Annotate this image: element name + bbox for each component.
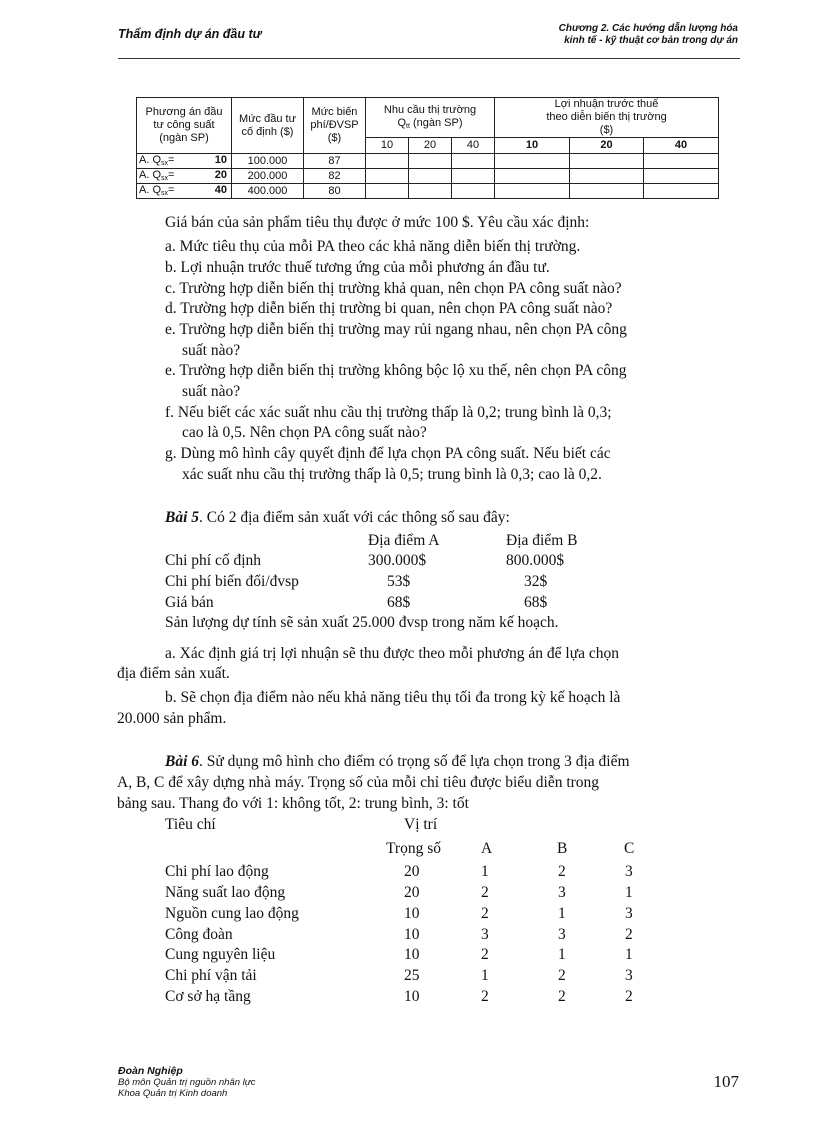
bai6-row-a: 2 xyxy=(481,905,489,922)
bai4-question-a: a. Mức tiêu thụ của mỗi PA theo các khả năng diễn biến thị trường. xyxy=(165,238,581,255)
bai4-question-f-line2: cao là 0,5. Nên chọn PA công suất nào? xyxy=(182,424,427,441)
bai6-row-weight: 20 xyxy=(404,863,420,880)
bai6-row-b: 2 xyxy=(558,988,566,1005)
bai6-row-name: Năng suất lao động xyxy=(165,884,286,901)
empty-cell xyxy=(409,154,452,169)
variable-cost-value: 87 xyxy=(304,154,366,169)
empty-cell xyxy=(644,169,719,184)
profit-level: 10 xyxy=(495,138,570,154)
empty-cell xyxy=(570,154,644,169)
bai5-row-label: Giá bán xyxy=(165,594,214,611)
bai4-question-e1-line2: suất nào? xyxy=(182,342,241,359)
bai5-col-a: Địa điểm A xyxy=(368,532,440,549)
bai4-question-e2-line2: suất nào? xyxy=(182,383,241,400)
col-header-demand-title: Nhu cầu thị trường xyxy=(383,104,477,116)
bai6-line2: A, B, C để xây dựng nhà máy. Trọng số của mỗi chỉ tiêu được biểu diễn trong xyxy=(117,774,600,791)
bai6-row-name: Cơ sở hạ tầng xyxy=(165,988,251,1005)
bai6-row-a: 3 xyxy=(481,926,489,943)
bai6-row-b: 2 xyxy=(558,967,566,984)
bai5-row-a: 68$ xyxy=(387,594,411,611)
investment-options-table xyxy=(136,97,719,199)
bai6-row-weight: 20 xyxy=(404,884,420,901)
option-label: A. $Q_{sx}=$ 20 xyxy=(137,169,232,184)
page-number: 107 xyxy=(713,1072,739,1091)
bai5-table xyxy=(0,531,816,621)
empty-cell xyxy=(495,169,570,184)
demand-level: 40 xyxy=(452,138,495,154)
bai6-row-b: 2 xyxy=(558,863,566,880)
bai6-line3: bảng sau. Thang đo với 1: không tốt, 2: trung bình, 3: tốt xyxy=(117,795,469,812)
bai6-row-c: 2 xyxy=(625,926,633,943)
bai4-question-e2-line1: e. Trường hợp diễn biến thị trường không bộc lộ xu thế, nên chọn PA công xyxy=(165,362,627,379)
empty-cell xyxy=(495,154,570,169)
bai6-header-position: Vị trí xyxy=(404,816,438,833)
empty-cell xyxy=(570,169,644,184)
bai6-row-c: 2 xyxy=(625,988,633,1005)
empty-cell xyxy=(366,184,409,199)
empty-cell xyxy=(452,184,495,199)
bai5-heading xyxy=(165,508,510,529)
bai5-title: Bài 5 xyxy=(165,509,200,526)
bai6-row-weight: 10 xyxy=(404,946,420,963)
bai5-question-a-line2: địa điểm sản xuất. xyxy=(117,665,230,682)
col-header-demand-q: Q xyxy=(397,117,407,129)
footer-author-block xyxy=(118,1066,256,1099)
col-header-option: Phương án đầu tư công suất (ngàn SP) xyxy=(137,98,232,154)
table-row xyxy=(137,169,719,184)
footer-faculty: Khoa Quản trị Kinh doanh xyxy=(118,1088,228,1099)
bai4-question-b: b. Lợi nhuận trước thuế tương ứng của mỗi phương án đầu tư. xyxy=(165,259,550,276)
bai6-row-name: Cung nguyên liệu xyxy=(165,946,276,963)
empty-cell xyxy=(644,154,719,169)
bai6-row-c: 3 xyxy=(625,905,633,922)
option-label: A. $Q_{sx}=$ 40 xyxy=(137,184,232,199)
bai5-col-b: Địa điểm B xyxy=(506,532,578,549)
col-header-demand-unit: (ngàn SP) xyxy=(409,117,463,129)
bai6-header-c: C xyxy=(624,840,635,857)
bai4-question-f-line1: f. Nếu biết các xác suất nhu cầu thị trường thấp là 0,2; trung bình là 0,3; xyxy=(165,404,612,421)
bai6-row-b: 3 xyxy=(558,926,566,943)
bai5-row-b: 32$ xyxy=(524,573,548,590)
profit-level: 20 xyxy=(570,138,644,154)
bai6-row-a: 2 xyxy=(481,988,489,1005)
bai6-row-weight: 10 xyxy=(404,926,420,943)
empty-cell xyxy=(452,169,495,184)
demand-level: 10 xyxy=(366,138,409,154)
bai6-row-weight: 25 xyxy=(404,967,420,984)
bai6-row-weight: 10 xyxy=(404,905,420,922)
bai5-row-a: 53$ xyxy=(387,573,411,590)
running-header-right-line1: Chương 2. Các hướng dẫn lượng hóa xyxy=(558,23,738,34)
bai6-row-name: Chi phí lao động xyxy=(165,863,269,880)
bai4-question-d: d. Trường hợp diễn biến thị trường bi quan, nên chọn PA công suất nào? xyxy=(165,300,613,317)
table-row xyxy=(137,184,719,199)
bai6-row-weight: 10 xyxy=(404,988,420,1005)
running-header-right-line2: kinh tế - kỹ thuật cơ bản trong dự án xyxy=(564,35,738,46)
bai5-row-label: Chi phí cố định xyxy=(165,552,262,569)
bai6-row-a: 1 xyxy=(481,967,489,984)
bai6-row-name: Chi phí vận tải xyxy=(165,967,257,984)
bai6-header-a: A xyxy=(481,840,493,857)
bai4-question-g-line1: g. Dùng mô hình cây quyết định để lựa chọn PA công suất. Nếu biết các xyxy=(165,445,611,462)
empty-cell xyxy=(366,154,409,169)
bai6-row-a: 1 xyxy=(481,863,489,880)
bai6-row-c: 1 xyxy=(625,946,633,963)
bai6-row-c: 3 xyxy=(625,863,633,880)
bai6-row-a: 2 xyxy=(481,946,489,963)
profit-level: 40 xyxy=(644,138,719,154)
bai6-row-b: 1 xyxy=(558,946,566,963)
bai5-intro: . Có 2 địa điểm sản xuất với các thông số sau đây: xyxy=(199,509,510,526)
bai5-question-a-line1: a. Xác định giá trị lợi nhuận sẽ thu được theo mỗi phương án để lựa chọn xyxy=(165,645,619,662)
bai5-question-b-line1: b. Sẽ chọn địa điểm nào nếu khả năng tiêu thụ tối đa trong kỳ kế hoạch là xyxy=(165,689,621,706)
bai5-note: Sản lượng dự tính sẽ sản xuất 25.000 đvsp trong năm kế hoạch. xyxy=(165,614,559,631)
bai6-row-c: 3 xyxy=(625,967,633,984)
empty-cell xyxy=(452,154,495,169)
bai5-row-a: 300.000$ xyxy=(368,552,427,569)
bai5-row-b: 800.000$ xyxy=(506,552,565,569)
investment-value: 400.000 xyxy=(232,184,304,199)
bai6-row-b: 1 xyxy=(558,905,566,922)
table-row xyxy=(137,154,719,169)
bai6-row-a: 2 xyxy=(481,884,489,901)
bai6-heading xyxy=(165,752,630,773)
bai5-row-label: Chi phí biến đổi/đvsp xyxy=(165,573,299,590)
bai6-line1: . Sử dụng mô hình cho điểm có trọng số để lựa chọn trong 3 địa điểm xyxy=(199,753,630,770)
bai6-table xyxy=(0,815,816,1015)
bai6-row-name: Công đoàn xyxy=(165,926,233,943)
bai6-row-c: 1 xyxy=(625,884,633,901)
option-label: A. $Q_{sx}=$ 10 xyxy=(137,154,232,169)
bai5-question-b-line2: 20.000 sản phẩm. xyxy=(117,710,227,727)
bai6-header-criteria: Tiêu chí xyxy=(165,816,216,833)
footer-department: Bộ môn Quản trị nguồn nhân lực xyxy=(118,1077,256,1088)
col-header-investment: Mức đầu tư cố định ($) xyxy=(232,98,304,154)
empty-cell xyxy=(495,184,570,199)
running-header-left: Thẩm định dự án đầu tư xyxy=(118,27,262,41)
bai6-row-b: 3 xyxy=(558,884,566,901)
empty-cell xyxy=(644,184,719,199)
bai6-row-name: Nguồn cung lao động xyxy=(165,905,299,922)
col-header-variable-cost: Mức biến phí/ĐVSP ($) xyxy=(304,98,366,154)
col-header-demand xyxy=(366,98,495,138)
empty-cell xyxy=(409,184,452,199)
bai6-header-b: B xyxy=(557,840,568,857)
running-header-right xyxy=(559,23,738,47)
bai4-question-e1-line1: e. Trường hợp diễn biến thị trường may rủi ngang nhau, nên chọn PA công xyxy=(165,321,627,338)
col-header-profit: Lợi nhuận trước thuế theo diễn biến thị trường ($) xyxy=(495,98,719,138)
bai6-header-weight: Trọng số xyxy=(386,840,441,857)
empty-cell xyxy=(570,184,644,199)
empty-cell xyxy=(409,169,452,184)
bai4-intro: Giá bán của sản phẩm tiêu thụ được ở mức 100 $. Yêu cầu xác định: xyxy=(165,214,590,231)
variable-cost-value: 80 xyxy=(304,184,366,199)
investment-value: 200.000 xyxy=(232,169,304,184)
header-rule xyxy=(118,58,740,59)
variable-cost-value: 82 xyxy=(304,169,366,184)
bai4-question-c: c. Trường hợp diễn biến thị trường khả quan, nên chọn PA công suất nào? xyxy=(165,280,622,297)
bai5-row-b: 68$ xyxy=(524,594,548,611)
bai6-title: Bài 6 xyxy=(165,753,200,770)
col-header-demand-subscript: tt xyxy=(406,123,410,130)
empty-cell xyxy=(366,169,409,184)
demand-level: 20 xyxy=(409,138,452,154)
investment-value: 100.000 xyxy=(232,154,304,169)
footer-author: Đoàn Nghiệp xyxy=(118,1065,183,1077)
bai4-question-g-line2: xác suất nhu cầu thị trường thấp là 0,5; trung bình là 0,3; cao là 0,2. xyxy=(182,466,602,483)
